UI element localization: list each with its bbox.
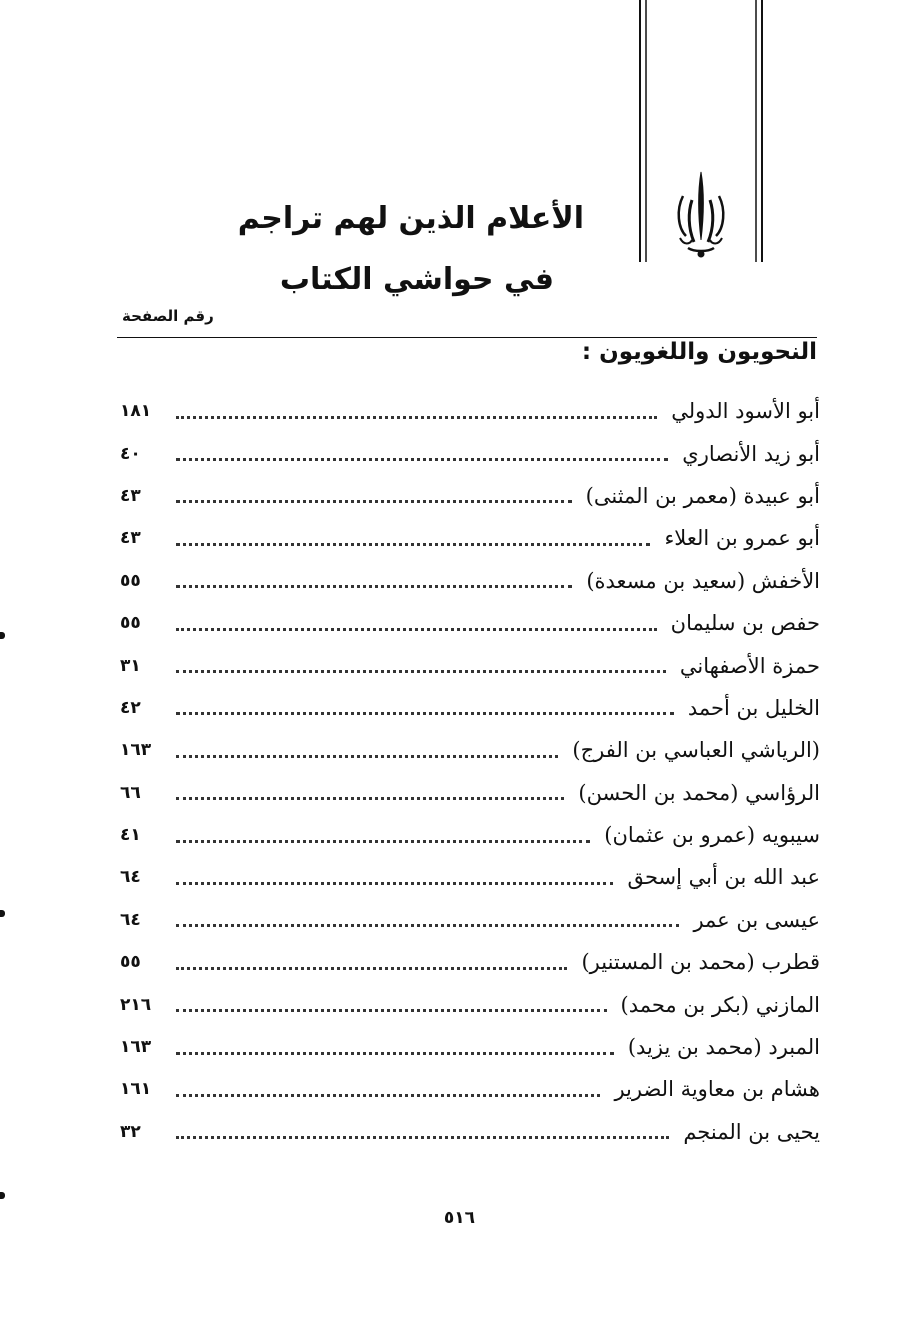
entry-page-number: ٤٣: [120, 485, 141, 506]
dot-leader: [176, 1009, 607, 1012]
entry-name: المازني (بكر بن محمد): [620, 992, 820, 1017]
index-entry: [120, 517, 820, 559]
entry-name: قطرب (محمد بن المستنير): [581, 950, 820, 975]
index-entry: [120, 475, 820, 517]
entry-page-number: ٢١٦: [120, 994, 152, 1015]
entry-page-number: ٤١: [120, 825, 141, 846]
scan-edge-mark: [0, 1192, 5, 1199]
dot-leader: [176, 840, 590, 843]
dot-leader: [176, 1094, 600, 1097]
entry-name: عيسى بن عمر: [693, 907, 820, 932]
entry-name: يحيى بن المنجم: [683, 1119, 820, 1144]
page-number: ٥١٦: [443, 1208, 476, 1228]
entry-page-number: ٥٥: [120, 613, 141, 634]
index-entry: [120, 560, 820, 602]
entry-name: الرؤاسي (محمد بن الحسن): [578, 780, 820, 805]
index-entry: [120, 1111, 820, 1153]
entry-page-number: ٦٤: [120, 867, 141, 888]
entry-name: هشام بن معاوية الضرير: [614, 1077, 820, 1102]
dot-leader: [176, 755, 558, 758]
fleur-de-lis-icon: [638, 0, 764, 262]
index-entry: [120, 390, 820, 432]
entry-name: أبو عمرو بن العلاء: [664, 526, 820, 551]
index-entry: [120, 941, 820, 983]
entry-name: أبو الأسود الدولي: [671, 399, 820, 424]
entry-name: سيبويه (عمرو بن عثمان): [604, 823, 820, 848]
index-entry: [120, 1068, 820, 1110]
entry-name: أبو عبيدة (معمر بن المثنى): [585, 483, 820, 508]
scan-edge-mark: [0, 632, 5, 639]
entry-name: أبو زيد الأنصاري: [682, 441, 820, 466]
entry-page-number: ٦٤: [120, 909, 141, 930]
index-entry: [120, 983, 820, 1025]
column-header-page-number: رقم الصفحة: [122, 307, 214, 325]
index-entry: [120, 856, 820, 898]
dot-leader: [176, 543, 650, 546]
entry-page-number: ٤٣: [120, 528, 141, 549]
entry-name: (الرياشي العباسي بن الفرج): [572, 738, 820, 763]
entry-page-number: ٤٠: [120, 443, 141, 464]
entry-name: المبرد (محمد بن يزيد): [627, 1035, 820, 1060]
scan-edge-mark: [0, 910, 5, 917]
index-entry: [120, 899, 820, 941]
entry-page-number: ١٦٣: [120, 740, 152, 761]
entry-page-number: ١٦١: [120, 1079, 152, 1100]
entry-name: الأخفش (سعيد بن مسعدة): [586, 568, 820, 593]
entry-page-number: ٣٢: [120, 1121, 141, 1142]
dot-leader: [176, 670, 666, 673]
entry-name: عبد الله بن أبي إسحق: [627, 865, 820, 890]
dot-leader: [176, 1136, 669, 1139]
dot-leader: [176, 882, 613, 885]
dot-leader: [176, 797, 564, 800]
entry-page-number: ١٦٣: [120, 1037, 152, 1058]
entry-page-number: ٥٥: [120, 952, 141, 973]
entry-page-number: ٣١: [120, 655, 141, 676]
dot-leader: [176, 416, 657, 419]
section-heading: النحويون واللغويون :: [581, 339, 817, 365]
dot-leader: [176, 585, 572, 588]
index-entry: [120, 772, 820, 814]
index-entries-list: [120, 390, 820, 1153]
dot-leader: [176, 712, 674, 715]
entry-page-number: ٤٢: [120, 697, 141, 718]
entry-name: حفص بن سليمان: [670, 611, 820, 636]
dot-leader: [176, 1052, 614, 1055]
index-entry: [120, 729, 820, 771]
index-entry: [120, 644, 820, 686]
index-entry: [120, 687, 820, 729]
dot-leader: [176, 458, 668, 461]
dot-leader: [176, 628, 657, 631]
index-entry: [120, 602, 820, 644]
index-entry: [120, 432, 820, 474]
dot-leader: [176, 967, 567, 970]
dot-leader: [176, 924, 679, 927]
page-title-line-2: في حواشي الكتاب: [279, 262, 554, 297]
entry-page-number: ٥٥: [120, 570, 141, 591]
entry-name: حمزة الأصفهاني: [679, 653, 820, 678]
header-divider: [117, 337, 817, 338]
entry-page-number: ٦٦: [120, 782, 141, 803]
page-title-line-1: الأعلام الذين لهم تراجم: [237, 201, 584, 236]
entry-page-number: ١٨١: [120, 401, 152, 422]
entry-name: الخليل بن أحمد: [687, 695, 820, 720]
index-entry: [120, 1026, 820, 1068]
index-entry: [120, 814, 820, 856]
dot-leader: [176, 500, 572, 503]
